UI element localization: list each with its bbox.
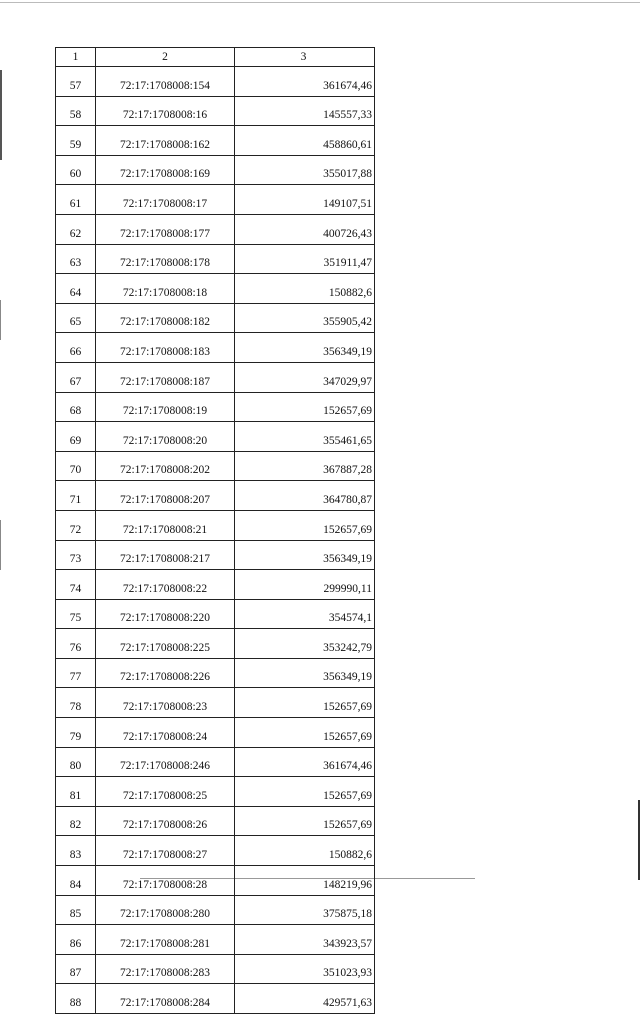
table-row <box>56 451 375 481</box>
cadastral-number-cell: 72:17:1708008:23 <box>96 688 235 718</box>
table-header-row <box>56 48 375 67</box>
value-cell: 356349,19 <box>235 540 375 570</box>
value-cell: 400726,43 <box>235 214 375 244</box>
value-cell: 152657,69 <box>235 718 375 748</box>
table-row <box>56 510 375 540</box>
scan-mark-left <box>0 520 1 570</box>
scan-edge-top <box>0 2 640 3</box>
column-header-1: 1 <box>56 48 96 67</box>
row-number-cell: 84 <box>56 866 96 896</box>
row-number-cell: 81 <box>56 777 96 807</box>
value-cell: 355017,88 <box>235 155 375 185</box>
cadastral-table <box>55 47 375 1014</box>
table-row <box>56 570 375 600</box>
value-cell: 343923,57 <box>235 925 375 955</box>
value-cell: 351911,47 <box>235 244 375 274</box>
table-row <box>56 925 375 955</box>
cadastral-number-cell: 72:17:1708008:22 <box>96 570 235 600</box>
table-row <box>56 954 375 984</box>
table-row <box>56 392 375 422</box>
table-row <box>56 658 375 688</box>
cadastral-number-cell: 72:17:1708008:284 <box>96 984 235 1014</box>
cadastral-number-cell: 72:17:1708008:283 <box>96 954 235 984</box>
cadastral-number-cell: 72:17:1708008:202 <box>96 451 235 481</box>
table-row <box>56 688 375 718</box>
cadastral-number-cell: 72:17:1708008:178 <box>96 244 235 274</box>
table-row <box>56 274 375 304</box>
cadastral-number-cell: 72:17:1708008:24 <box>96 718 235 748</box>
value-cell: 149107,51 <box>235 185 375 215</box>
cadastral-number-cell: 72:17:1708008:217 <box>96 540 235 570</box>
row-number-cell: 88 <box>56 984 96 1014</box>
row-number-cell: 75 <box>56 599 96 629</box>
cadastral-number-cell: 72:17:1708008:25 <box>96 777 235 807</box>
table-row <box>56 155 375 185</box>
row-number-cell: 61 <box>56 185 96 215</box>
value-cell: 355905,42 <box>235 303 375 333</box>
table-row <box>56 126 375 156</box>
table-row <box>56 836 375 866</box>
cadastral-number-cell: 72:17:1708008:19 <box>96 392 235 422</box>
row-number-cell: 83 <box>56 836 96 866</box>
table-row <box>56 303 375 333</box>
value-cell: 354574,1 <box>235 599 375 629</box>
cadastral-number-cell: 72:17:1708008:183 <box>96 333 235 363</box>
table-row <box>56 185 375 215</box>
value-cell: 353242,79 <box>235 629 375 659</box>
table-row <box>56 718 375 748</box>
row-number-cell: 71 <box>56 481 96 511</box>
cadastral-number-cell: 72:17:1708008:220 <box>96 599 235 629</box>
row-number-cell: 87 <box>56 954 96 984</box>
value-cell: 150882,6 <box>235 836 375 866</box>
row-number-cell: 74 <box>56 570 96 600</box>
row-number-cell: 70 <box>56 451 96 481</box>
cadastral-number-cell: 72:17:1708008:246 <box>96 747 235 777</box>
row-number-cell: 67 <box>56 362 96 392</box>
row-number-cell: 59 <box>56 126 96 156</box>
table-row <box>56 333 375 363</box>
table-row <box>56 67 375 97</box>
value-cell: 367887,28 <box>235 451 375 481</box>
value-cell: 351023,93 <box>235 954 375 984</box>
cadastral-number-cell: 72:17:1708008:187 <box>96 362 235 392</box>
table-row <box>56 422 375 452</box>
cadastral-number-cell: 72:17:1708008:177 <box>96 214 235 244</box>
value-cell: 375875,18 <box>235 895 375 925</box>
row-number-cell: 79 <box>56 718 96 748</box>
row-number-cell: 62 <box>56 214 96 244</box>
value-cell: 356349,19 <box>235 658 375 688</box>
cadastral-number-cell: 72:17:1708008:21 <box>96 510 235 540</box>
row-number-cell: 76 <box>56 629 96 659</box>
cadastral-number-cell: 72:17:1708008:182 <box>96 303 235 333</box>
row-number-cell: 57 <box>56 67 96 97</box>
value-cell: 152657,69 <box>235 510 375 540</box>
value-cell: 299990,11 <box>235 570 375 600</box>
row-number-cell: 69 <box>56 422 96 452</box>
row-number-cell: 77 <box>56 658 96 688</box>
row-number-cell: 66 <box>56 333 96 363</box>
cadastral-number-cell: 72:17:1708008:20 <box>96 422 235 452</box>
column-header-2: 2 <box>96 48 235 67</box>
table-body <box>56 67 375 1014</box>
cadastral-number-cell: 72:17:1708008:207 <box>96 481 235 511</box>
value-cell: 152657,69 <box>235 688 375 718</box>
row-number-cell: 63 <box>56 244 96 274</box>
cadastral-number-cell: 72:17:1708008:154 <box>96 67 235 97</box>
value-cell: 364780,87 <box>235 481 375 511</box>
row-number-cell: 85 <box>56 895 96 925</box>
value-cell: 458860,61 <box>235 126 375 156</box>
cadastral-number-cell: 72:17:1708008:169 <box>96 155 235 185</box>
cadastral-number-cell: 72:17:1708008:280 <box>96 895 235 925</box>
cadastral-number-cell: 72:17:1708008:16 <box>96 96 235 126</box>
row-number-cell: 64 <box>56 274 96 304</box>
row-number-cell: 80 <box>56 747 96 777</box>
row-number-cell: 82 <box>56 806 96 836</box>
value-cell: 152657,69 <box>235 777 375 807</box>
row-number-cell: 73 <box>56 540 96 570</box>
value-cell: 145557,33 <box>235 96 375 126</box>
table-row <box>56 895 375 925</box>
row-number-cell: 58 <box>56 96 96 126</box>
table-row <box>56 629 375 659</box>
cadastral-number-cell: 72:17:1708008:18 <box>96 274 235 304</box>
cadastral-number-cell: 72:17:1708008:281 <box>96 925 235 955</box>
table-row <box>56 806 375 836</box>
table-row <box>56 747 375 777</box>
value-cell: 361674,46 <box>235 747 375 777</box>
table-row <box>56 540 375 570</box>
cadastral-number-cell: 72:17:1708008:17 <box>96 185 235 215</box>
cadastral-number-cell: 72:17:1708008:28 <box>96 866 235 896</box>
row-number-cell: 86 <box>56 925 96 955</box>
value-cell: 150882,6 <box>235 274 375 304</box>
table-row <box>56 866 375 896</box>
value-cell: 148219,96 <box>235 866 375 896</box>
row-number-cell: 65 <box>56 303 96 333</box>
cadastral-number-cell: 72:17:1708008:226 <box>96 658 235 688</box>
row-number-cell: 78 <box>56 688 96 718</box>
row-number-cell: 72 <box>56 510 96 540</box>
table-row <box>56 599 375 629</box>
value-cell: 356349,19 <box>235 333 375 363</box>
value-cell: 152657,69 <box>235 806 375 836</box>
row-number-cell: 68 <box>56 392 96 422</box>
cadastral-number-cell: 72:17:1708008:162 <box>96 126 235 156</box>
value-cell: 429571,63 <box>235 984 375 1014</box>
table-row <box>56 214 375 244</box>
cadastral-number-cell: 72:17:1708008:27 <box>96 836 235 866</box>
value-cell: 361674,46 <box>235 67 375 97</box>
value-cell: 355461,65 <box>235 422 375 452</box>
cadastral-number-cell: 72:17:1708008:225 <box>96 629 235 659</box>
scan-mark-left <box>0 70 2 160</box>
value-cell: 347029,97 <box>235 362 375 392</box>
table-row <box>56 244 375 274</box>
scan-mark-left <box>0 300 1 340</box>
table-row <box>56 481 375 511</box>
table-row <box>56 777 375 807</box>
row-number-cell: 60 <box>56 155 96 185</box>
value-cell: 152657,69 <box>235 392 375 422</box>
table-row <box>56 984 375 1014</box>
column-header-3: 3 <box>235 48 375 67</box>
cadastral-number-cell: 72:17:1708008:26 <box>96 806 235 836</box>
table-row <box>56 96 375 126</box>
table-row <box>56 362 375 392</box>
